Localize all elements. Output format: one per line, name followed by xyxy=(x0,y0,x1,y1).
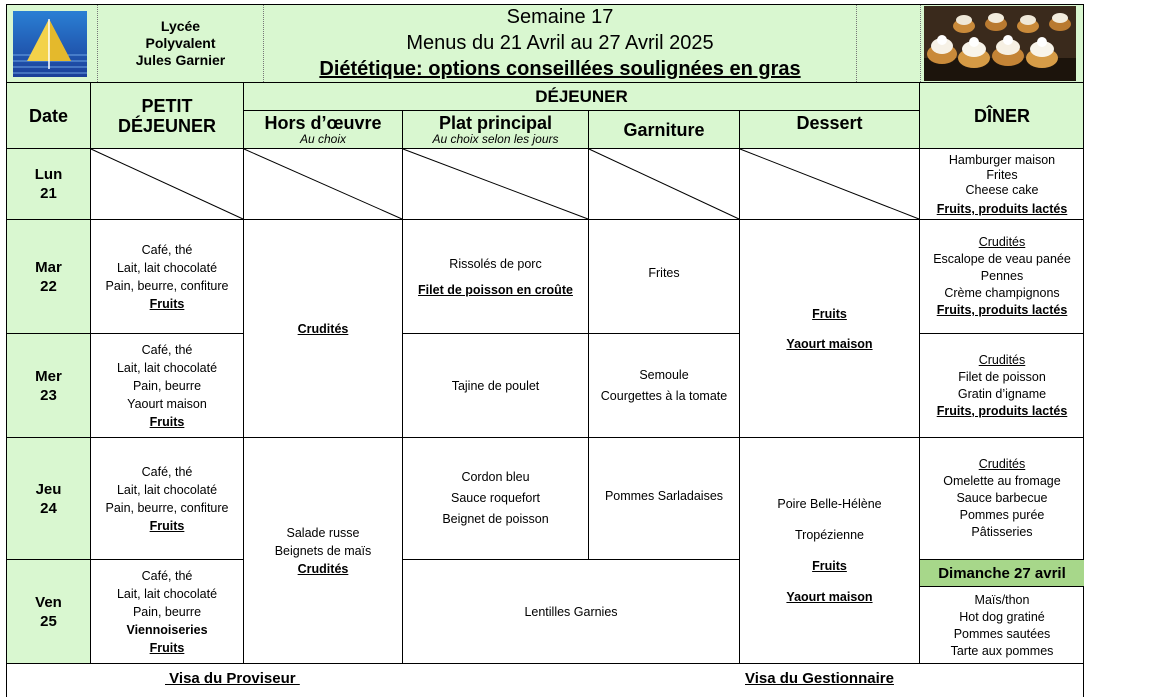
menu-item-recommended: Filet de poisson en croûte xyxy=(418,282,573,297)
diner-mar xyxy=(920,220,1084,333)
diner-dimanche xyxy=(920,588,1084,663)
menu-item: Pommes Sarladaises xyxy=(604,489,724,503)
menu-item: Pennes xyxy=(980,269,1024,283)
day-number: 23 xyxy=(40,386,57,404)
menu-item: Courgettes à la tomate xyxy=(600,388,728,403)
menu-item: Gratin d’igname xyxy=(957,386,1047,401)
menu-item-recommended: Fruits xyxy=(149,414,185,429)
school-name-line: Polyvalent xyxy=(145,35,216,51)
day-number: 21 xyxy=(40,185,57,202)
header-petit-dejeuner-line: PETIT xyxy=(141,95,193,116)
hors-oeuvre-jeu-ven xyxy=(244,438,402,663)
dietetic-note: Diététique: options conseillées soulignées en gras xyxy=(319,58,801,80)
plat-garniture-ven xyxy=(403,560,739,663)
petit-dejeuner-ven xyxy=(91,560,243,663)
menu-item-recommended: Fruits xyxy=(812,558,847,573)
menu-item-recommended: Crudités xyxy=(297,561,349,576)
petit-dejeuner-mer xyxy=(91,334,243,437)
plat-mar xyxy=(403,220,588,333)
garniture-mar xyxy=(589,220,739,326)
menu-item: Crème champignons xyxy=(944,286,1060,300)
menu-item-recommended: Fruits xyxy=(149,296,185,311)
menu-item: Semoule xyxy=(639,367,689,382)
menu-item-recommended: Fruits xyxy=(149,518,185,533)
day-name: Mer xyxy=(35,367,62,385)
header-dejeuner: DÉJEUNER xyxy=(535,86,628,106)
menu-item: Café, thé xyxy=(141,342,193,357)
menu-item: Poire Belle-Hélène xyxy=(777,496,882,511)
header-date: Date xyxy=(28,105,68,126)
dessert-jeu-ven xyxy=(740,438,919,663)
menu-item-recommended: Yaourt maison xyxy=(786,589,873,604)
menu-item: Lait, lait chocolaté xyxy=(116,260,218,275)
menu-item: Pain, beurre, confiture xyxy=(105,500,229,515)
menu-item-recommended: Crudités xyxy=(978,457,1026,471)
menu-item-recommended: Crudités xyxy=(978,352,1026,367)
menu-item: Hamburger maison xyxy=(948,153,1056,167)
menu-item: Viennoiseries xyxy=(126,622,208,637)
header-hors-oeuvre-label: Hors d’œuvre xyxy=(264,113,382,133)
day-number: 22 xyxy=(40,277,57,295)
menu-item: Pain, beurre xyxy=(132,378,202,393)
garniture-jeu xyxy=(589,438,739,554)
menu-item: Pommes sautées xyxy=(953,626,1051,641)
header-dessert: Dessert xyxy=(796,113,863,133)
menus-title: Menus du 21 Avril au 27 Avril 2025 xyxy=(406,32,714,54)
menu-item-recommended: Fruits xyxy=(149,640,185,655)
menu-item: Tarte aux pommes xyxy=(950,643,1054,658)
day-number: 25 xyxy=(40,612,57,630)
petit-dejeuner-jeu xyxy=(91,438,243,559)
header-plat-sub: Au choix selon les jours xyxy=(432,132,559,146)
day-name: Ven xyxy=(35,593,62,611)
visa-proviseur: Visa du Proviseur xyxy=(165,670,300,687)
menu-item: Sauce barbecue xyxy=(956,491,1048,505)
menu-item: Yaourt maison xyxy=(127,396,207,411)
menu-item: Pommes purée xyxy=(959,508,1045,522)
menu-item: Cheese cake xyxy=(965,183,1039,197)
menu-item: Café, thé xyxy=(141,464,193,479)
day-name: Jeu xyxy=(35,480,62,498)
menu-item: Filet de poisson xyxy=(958,369,1046,384)
menu-item-recommended: Yaourt maison xyxy=(786,336,873,351)
menu-item: Lentilles Garnies xyxy=(524,604,618,619)
menu-item: Beignets de maïs xyxy=(274,543,372,558)
plat-jeu xyxy=(403,438,588,559)
menu-item: Salade russe xyxy=(286,525,360,540)
menu-item: Lait, lait chocolaté xyxy=(116,586,218,601)
diner-lun xyxy=(920,149,1084,219)
menu-item: Cordon bleu xyxy=(461,470,530,484)
header-diner: DÎNER xyxy=(973,105,1030,126)
menu-item: Rissolés de porc xyxy=(449,256,542,271)
dimanche-label: Dimanche 27 avril xyxy=(920,559,1084,587)
menu-item: Tropézienne xyxy=(794,527,865,542)
menu-item: Sauce roquefort xyxy=(451,491,540,505)
dessert-mar-mer xyxy=(740,220,919,437)
school-name-line: Jules Garnier xyxy=(135,52,226,68)
menu-item: Pâtisseries xyxy=(971,525,1033,539)
menu-item: Pain, beurre, confiture xyxy=(105,278,229,293)
garniture-mer xyxy=(589,334,739,437)
header-hors-oeuvre-sub: Au choix xyxy=(299,132,347,146)
menu-item: Escalope de veau panée xyxy=(933,252,1071,266)
menu-item: Lait, lait chocolaté xyxy=(116,482,218,497)
header-garniture: Garniture xyxy=(623,119,705,140)
visa-gestionnaire: Visa du Gestionnaire xyxy=(745,670,894,687)
menu-item: Tajine de poulet xyxy=(451,378,540,393)
menu-item: Frites xyxy=(648,266,680,280)
header-plat-label: Plat principal xyxy=(438,113,553,133)
menu-item: Café, thé xyxy=(141,242,193,257)
menu-item: Maïs/thon xyxy=(974,592,1030,607)
menu-item: Café, thé xyxy=(141,568,193,583)
petit-dejeuner-mar xyxy=(91,220,243,333)
diner-jeu xyxy=(920,438,1084,559)
menu-item-recommended: Crudités xyxy=(297,321,349,336)
menu-item-recommended: Crudités xyxy=(978,235,1026,249)
menu-item: Beignet de poisson xyxy=(442,512,549,526)
menu-item: Lait, lait chocolaté xyxy=(116,360,218,375)
day-name: Mar xyxy=(35,258,62,276)
school-name-line: Lycée xyxy=(160,18,201,34)
day-name: Lun xyxy=(34,166,63,183)
hors-oeuvre-mar-mer xyxy=(244,220,402,437)
menu-item-recommended: Fruits xyxy=(812,306,847,321)
menu-item-recommended: Fruits, produits lactés xyxy=(936,202,1068,216)
menu-item: Frites xyxy=(986,168,1018,182)
menu-item-recommended: Fruits, produits lactés xyxy=(936,303,1068,317)
menu-item: Pain, beurre xyxy=(132,604,202,619)
day-number: 24 xyxy=(40,499,57,517)
week-title: Semaine 17 xyxy=(506,6,614,28)
plat-mer xyxy=(403,334,588,437)
menu-item: Omelette au fromage xyxy=(943,474,1061,488)
header-petit-dejeuner-line: DÉJEUNER xyxy=(117,115,217,136)
diner-mer xyxy=(920,334,1084,437)
menu-item: Hot dog gratiné xyxy=(959,609,1045,624)
menu-item-recommended: Fruits, produits lactés xyxy=(936,403,1068,418)
